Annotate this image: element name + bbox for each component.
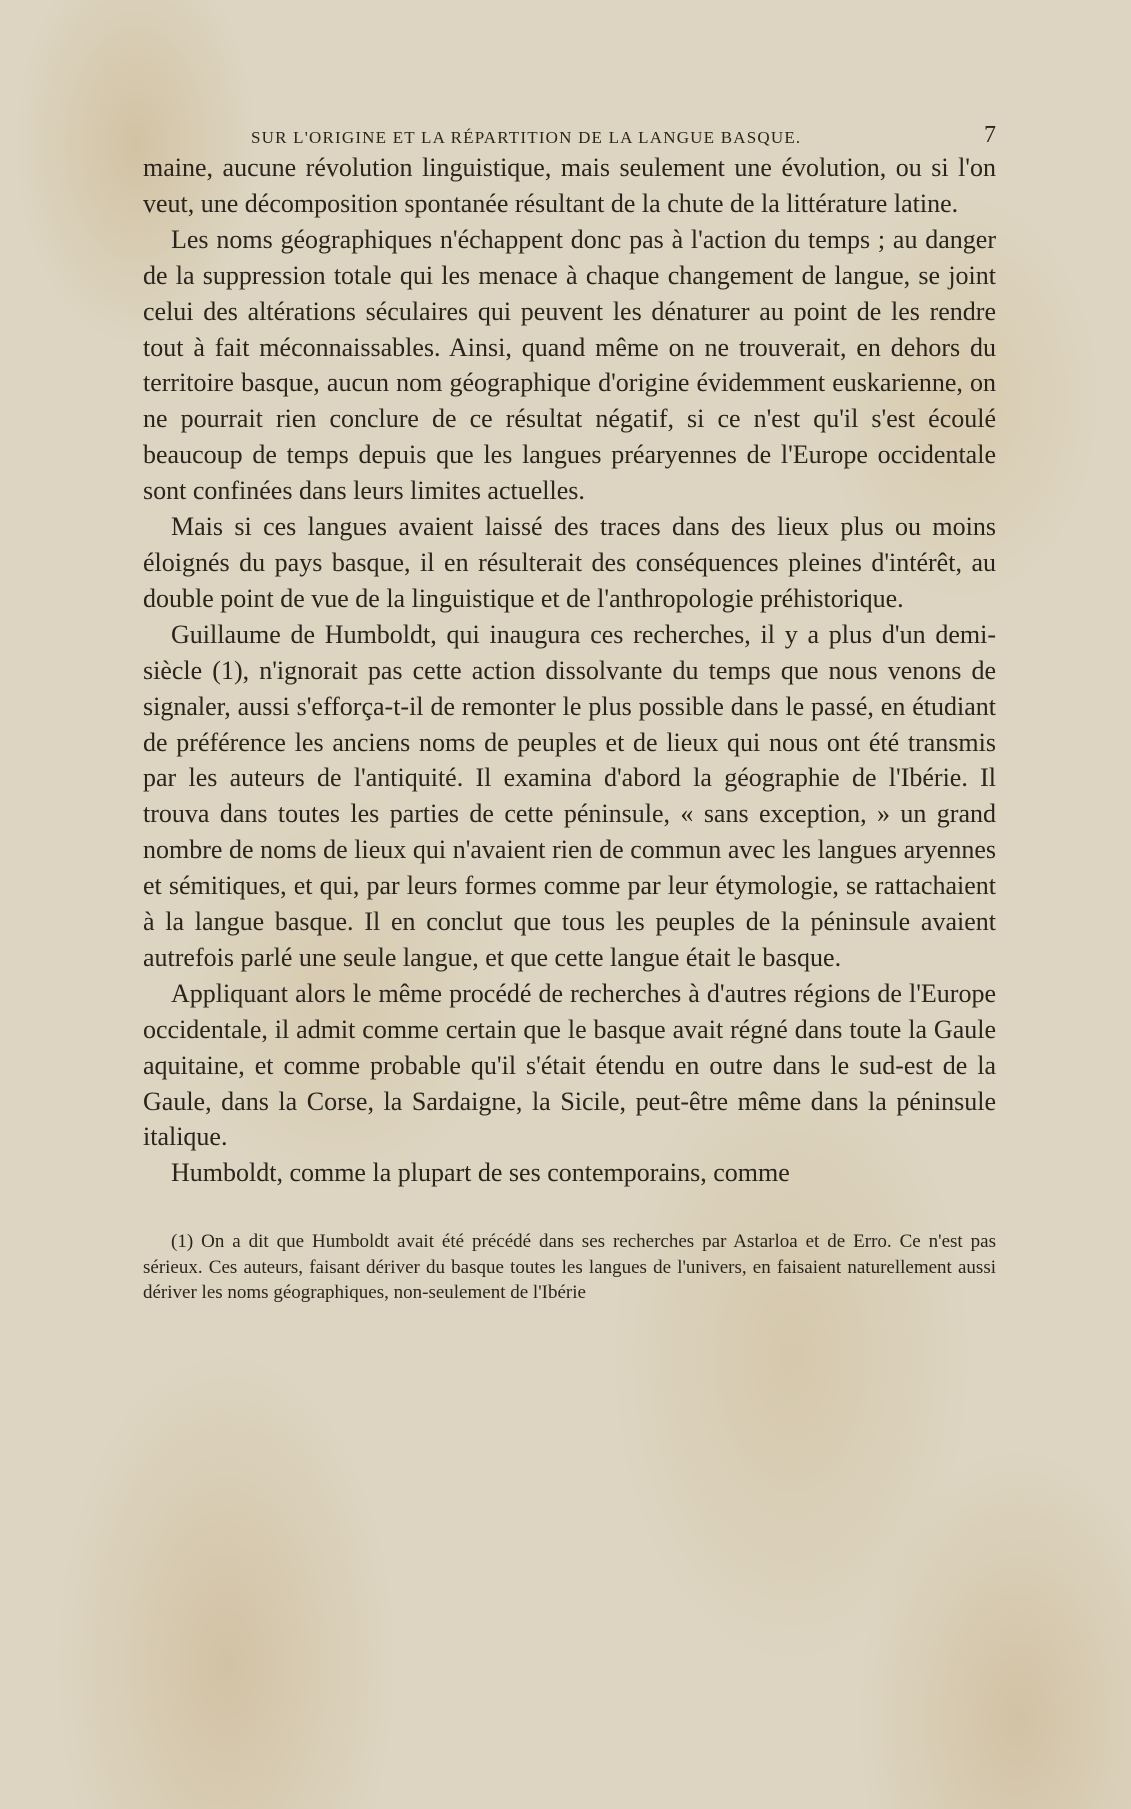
book-page [143,118,996,1306]
footnote: (1) On a dit que Humboldt avait été précédé dans ses recherches par Astarloa et de Erro. Ce n'est pas sérieux. Ces auteurs, faisant dériver du basque toutes les langues de l'univers, en faisaient naturellement aussi dériver les noms géographiques, non-seulement de l'Ibérie [143,1231,996,1304]
body-text [143,150,996,1191]
running-head [143,118,996,148]
page-number: 7 [984,122,996,148]
paragraph: Guillaume de Humboldt, qui inaugura ces recherches, il y a plus d'un demi-siècle (1), n'ignorait pas cette action dissolvante du temps que nous venons de signaler, aussi s'efforça-t-il de remonter le plus possible dans le passé, en étudiant de préférence les anciens noms de peuples et de lieux qui nous ont été transmis par les auteurs de l'antiquité. Il examina d'abord la géographie de l'Ibérie. Il trouva dans toutes les parties de cette péninsule, « sans exception, » un grand nombre de noms de lieux qui n'avaient rien de commun avec les langues aryennes et sémitiques, et qui, par leurs formes comme par leur étymologie, se rattachaient à la langue basque. Il en conclut que tous les peuples de la péninsule avaient autrefois parlé une seule langue, et que cette langue était le basque. [143,619,996,972]
footnotes [143,1229,996,1306]
paragraph: maine, aucune révolution linguistique, mais seulement une évolution, ou si l'on veut, une décomposition spontanée résultant de la chute de la littérature latine. [143,153,996,218]
running-title: SUR L'ORIGINE ET LA RÉPARTITION DE LA LANGUE BASQUE. [251,128,802,147]
paragraph: Mais si ces langues avaient laissé des traces dans des lieux plus ou moins éloignés du pays basque, il en résulterait des conséquences pleines d'intérêt, au double point de vue de la linguistique et de l'anthropologie préhistorique. [143,512,996,613]
paragraph: Humboldt, comme la plupart de ses contemporains, comme [171,1158,790,1188]
paragraph: Appliquant alors le même procédé de recherches à d'autres régions de l'Europe occidentale, il admit comme certain que le basque avait régné dans toute la Gaule aquitaine, et comme probable qu'il s'était étendu en outre dans le sud-est de la Gaule, dans la Corse, la Sardaigne, la Sicile, peut-être même dans la péninsule italique. [143,978,996,1152]
paragraph: Les noms géographiques n'échappent donc pas à l'action du temps ; au danger de la suppression totale qui les menace à chaque changement de langue, se joint celui des altérations séculaires qui peuvent les dénaturer au point de les rendre tout à fait méconnaissables. Ainsi, quand même on ne trouverait, en dehors du territoire basque, aucun nom géographique d'origine évidemment euskarienne, on ne pourrait rien conclure de ce résultat négatif, si ce n'est qu'il s'est écoulé beaucoup de temps depuis que les langues préaryennes de l'Europe occidentale sont confinées dans leurs limites actuelles. [143,224,996,506]
